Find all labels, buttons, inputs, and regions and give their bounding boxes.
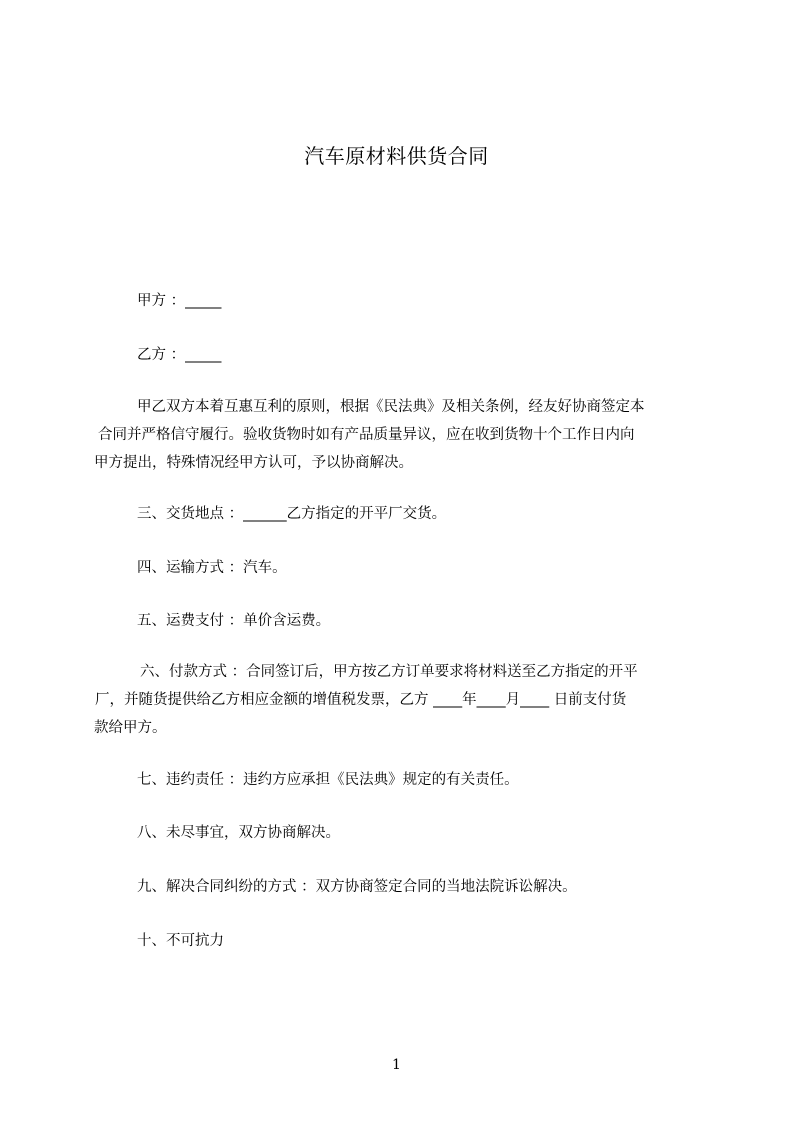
clause-8-other-matters: 八、未尽事宜，双方协商解决。 bbox=[137, 825, 340, 841]
clause-3-delivery-location: 三、交货地点 ：______乙方指定的开平厂交货。 bbox=[137, 506, 447, 522]
clause-5-freight: 五、运费支付 ：单价含运费。 bbox=[137, 613, 331, 629]
intro-line-2: 合同并严格信守履行。验收货物时如有产品质量异议，应在收到货物十个工作日内向 bbox=[98, 427, 635, 443]
clause-6-line-1: 六、付款方式 ：合同签订后，甲方按乙方订单要求将材料送至乙方指定的开平 bbox=[140, 664, 638, 680]
page-number: 1 bbox=[392, 1057, 401, 1073]
clause-10-force-majeure: 十、不可抗力 bbox=[137, 933, 224, 949]
clause-6-payment bbox=[94, 658, 700, 742]
clause-9-dispute: 九、解决合同纠纷的方式 ：双方协商签定合同的当地法院诉讼解决。 bbox=[137, 879, 577, 895]
intro-paragraph bbox=[94, 393, 700, 477]
intro-line-3: 甲方提出，特殊情况经甲方认可，予以协商解决。 bbox=[94, 455, 413, 471]
party-a-line: 甲方 ：_____ bbox=[137, 293, 222, 309]
document-title: 汽车原材料供货合同 bbox=[304, 144, 489, 168]
clause-7-liability: 七、违约责任 ：违约方应承担《民法典》规定的有关责任。 bbox=[137, 772, 519, 788]
party-b-line: 乙方 ：_____ bbox=[137, 347, 222, 363]
intro-line-1: 甲乙双方本着互惠互利的原则，根据《民法典》及相关条例，经友好协商签定本 bbox=[137, 399, 645, 415]
clause-6-line-2: 厂，并随货提供给乙方相应金额的增值税发票，乙方 ____年____月____ 日前支付货 bbox=[95, 692, 627, 708]
clause-6-line-3: 款给甲方。 bbox=[94, 720, 167, 736]
clause-4-transport: 四、运输方式 ：汽车。 bbox=[137, 560, 287, 576]
